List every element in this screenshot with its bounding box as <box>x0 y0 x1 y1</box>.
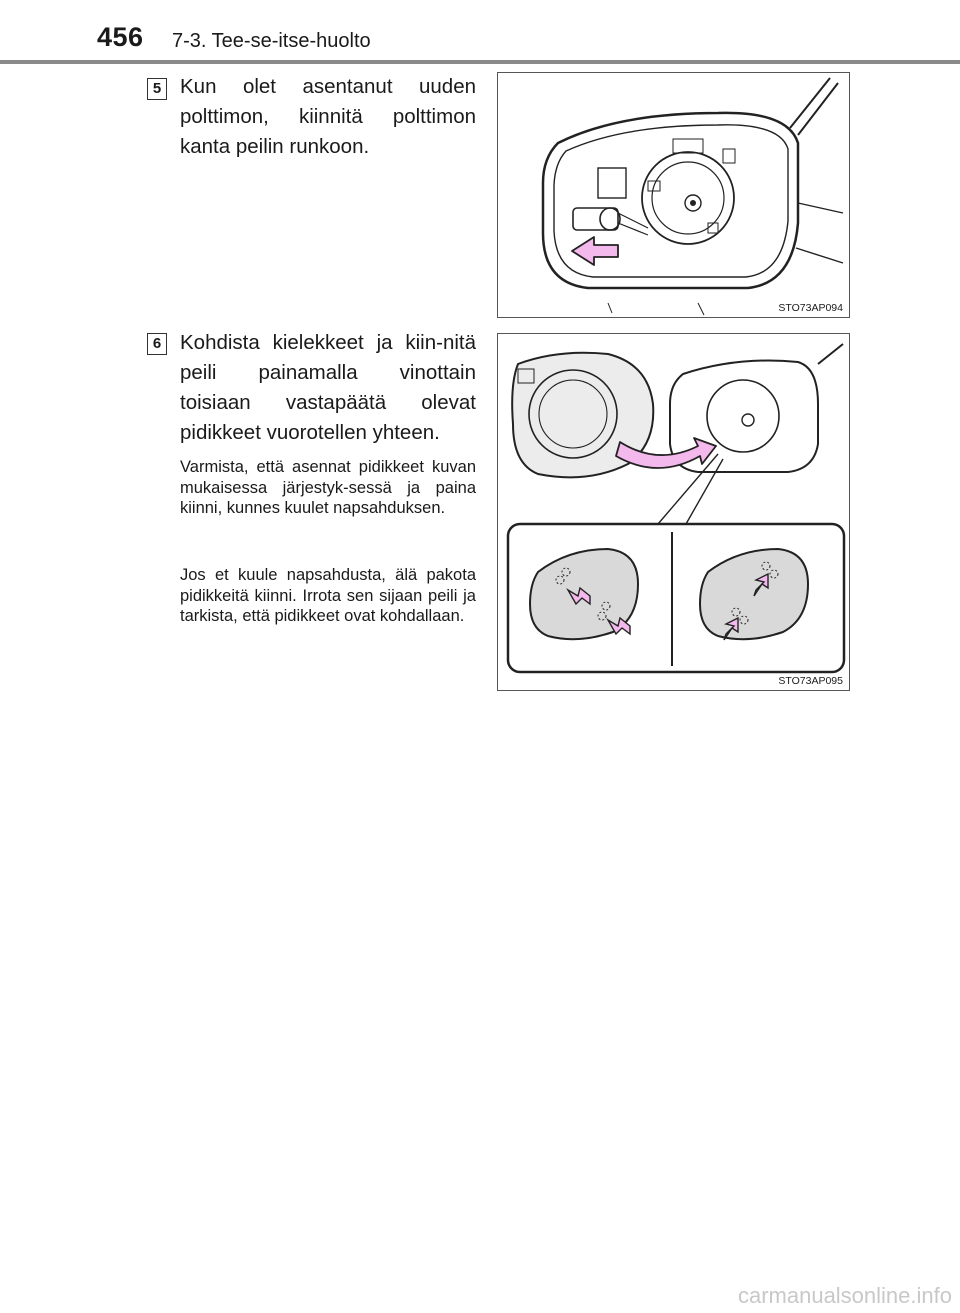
step-5-text: Kun olet asentanut uuden polttimon, kiinnitä polttimon kanta peilin runkoon. <box>180 75 476 158</box>
mirror-bulb-illustration <box>498 73 848 316</box>
step-6-note-1: Varmista, että asennat pidikkeet kuvan mukaisessa järjestyk-sessä ja paina kiinni, kunnes kuulet napsahduksen. <box>180 458 476 517</box>
mirror-alignment-illustration <box>498 334 848 689</box>
step-6-number: 6 <box>147 333 167 355</box>
step-5-number: 5 <box>147 78 167 100</box>
watermark: carmanualsonline.info <box>737 1283 952 1308</box>
section-title: 7-3. Tee-se-itse-huolto <box>172 30 371 52</box>
page-number: 456 <box>97 22 144 52</box>
header-rule <box>0 60 960 64</box>
figure-step-6 <box>497 333 850 691</box>
figure-code-6: STO73AP095 <box>778 675 843 687</box>
step-6-note-2: Jos et kuule napsahdusta, älä pakota pidikkeitä kiinni. Irrota sen sijaan peili ja tarkista, että pidikkeet ovat kohdallaan. <box>180 566 476 625</box>
figure-step-5 <box>497 72 850 318</box>
step-6-text: Kohdista kielekkeet ja kiin-nitä peili painamalla vinottain toisiaan vastapäätä olevat pidikkeet vuorotellen yhteen. <box>180 331 476 444</box>
figure-code-5: STO73AP094 <box>778 302 843 314</box>
